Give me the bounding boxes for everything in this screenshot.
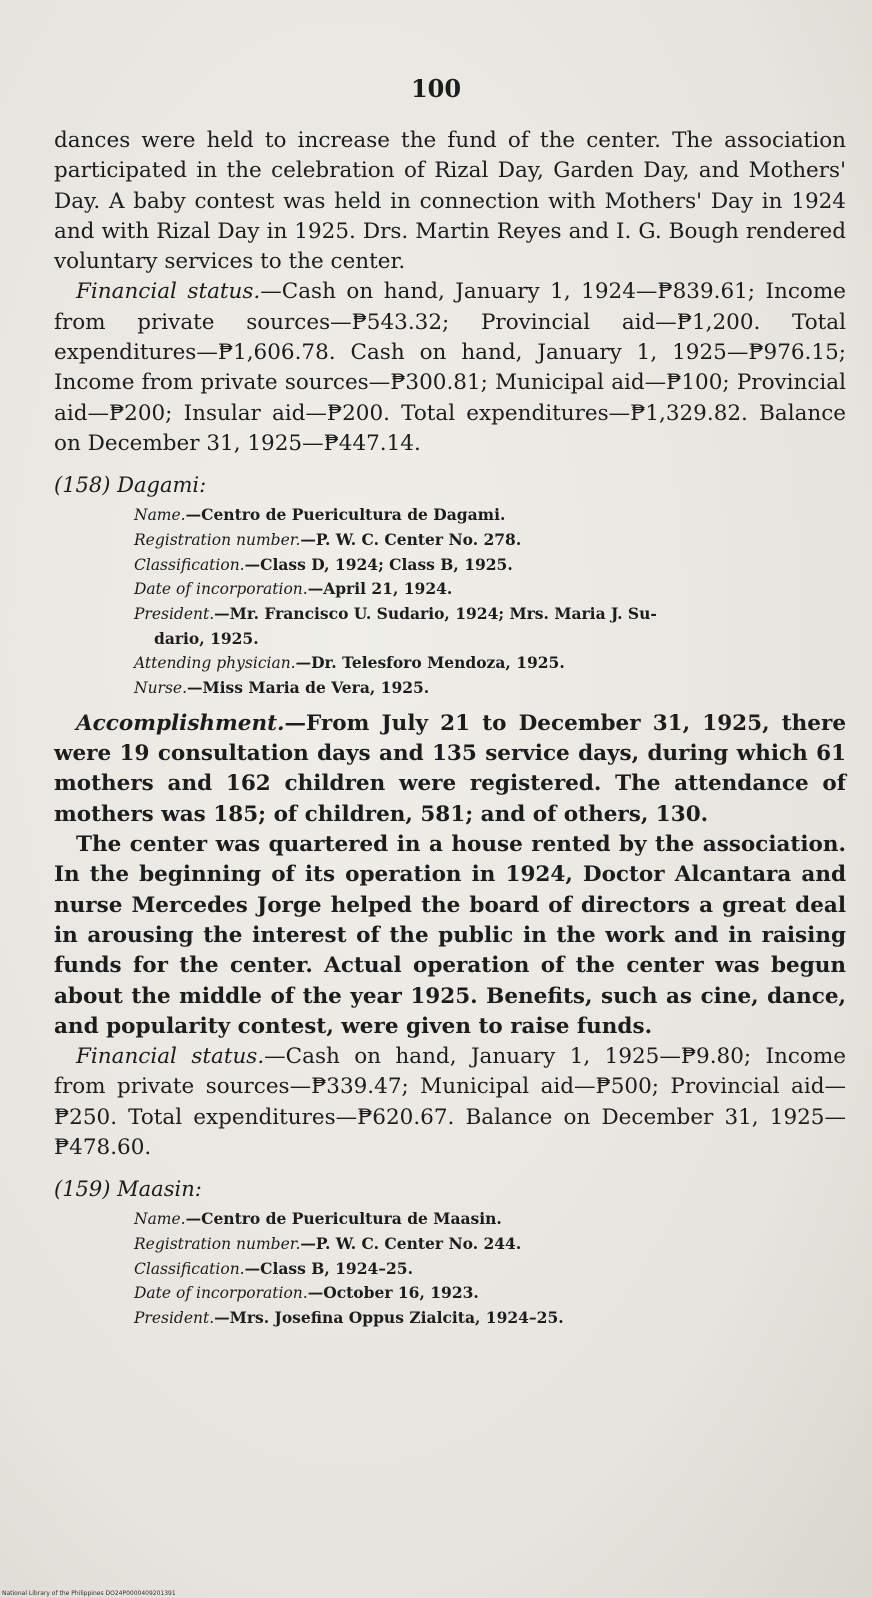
section-title: Dagami: xyxy=(117,473,207,498)
detail-row: Date of incorporation.—April 21, 1924. xyxy=(134,579,453,599)
page-number: 100 xyxy=(410,74,462,103)
detail-row: Registration number.—P. W. C. Center No. 244. xyxy=(134,1234,522,1254)
section-heading-159 xyxy=(54,1177,846,1201)
financial-status-text: —Cash on hand, January 1, 1924—₱839.61; Income from private sources—₱543.32; Provincial aid—₱1,200. Total expenditures—₱1,606.78. Cash on hand, January 1, 1925—₱976.15; Income from private sources—₱300.81; Municipal aid—₱100; Provincial aid—₱200; Insular aid—₱200. Total expenditures—₱1,329.82. Balance on December 31, 1925—₱447.14. xyxy=(54,279,846,456)
accomplishment-text: —From July 21 to December 31, 1925, there were 19 consultation days and 135 service days, during which 61 mothers and 162 children were registered. The attendance of mothers was 185; of children, 581; and of others, 130. xyxy=(54,710,846,827)
financial-status-paragraph xyxy=(54,277,846,459)
detail-row: Classification.—Class B, 1924–25. xyxy=(134,1258,413,1278)
financial-status-label: Financial status. xyxy=(76,1044,265,1070)
detail-row: Name.—Centro de Puericultura de Dagami. xyxy=(134,505,506,525)
center-details-158 xyxy=(134,503,846,701)
document-body xyxy=(54,126,846,1339)
detail-row: Date of incorporation.—October 16, 1923. xyxy=(134,1283,479,1303)
paragraph: dances were held to increase the fund of the center. The association participated in the celebration of Rizal Day, Garden Day, and Mothers' Day. A baby contest was held in connection with Mothers' Day in 1924 and with Rizal Day in 1925. Drs. Martin Reyes and I. G. Bough rendered voluntary services to the center. xyxy=(54,128,846,275)
section-number: (158) xyxy=(54,473,111,498)
center-details-159 xyxy=(134,1207,846,1331)
detail-row: Attending physician.—Dr. Telesforo Mendoza, 1925. xyxy=(134,653,565,673)
section-title: Maasin: xyxy=(117,1177,202,1202)
detail-row: Name.—Centro de Puericultura de Maasin. xyxy=(134,1209,502,1229)
financial-status-label: Financial status. xyxy=(76,279,261,305)
section-heading-158 xyxy=(54,473,846,497)
detail-row: Registration number.—P. W. C. Center No. 278. xyxy=(134,529,522,549)
accomplishment-label: Accomplishment. xyxy=(76,710,285,736)
section-number: (159) xyxy=(54,1177,111,1202)
detail-row: President.—Mrs. Josefina Oppus Zialcita, 1924–25. xyxy=(134,1308,564,1328)
paragraph: The center was quartered in a house rented by the association. In the beginning of its operation in 1924, Doctor Alcantara and nurse Mercedes Jorge helped the board of directors a great deal in arousing the interest of the public in the work and in raising funds for the center. Actual operation of the center was begun about the middle of the year 1925. Benefits, such as cine, dance, and popularity contest, were given to raise funds. xyxy=(54,832,846,1039)
financial-status-paragraph xyxy=(54,1042,846,1163)
detail-row-continuation: dario, 1925. xyxy=(154,628,259,648)
footer-credit: National Library of the Philippines DO24P0000409201391 xyxy=(2,1590,176,1597)
detail-row: Nurse.—Miss Maria de Vera, 1925. xyxy=(134,678,430,698)
accomplishment-paragraph xyxy=(54,709,846,830)
detail-row: President.—Mr. Francisco U. Sudario, 1924; Mrs. Maria J. Su- xyxy=(134,604,657,624)
financial-status-text: —Cash on hand, January 1, 1925—₱9.80; Income from private sources—₱339.47; Municipal aid—₱500; Provincial aid—₱250. Total expenditures—₱620.67. Balance on December 31, 1925—₱478.60. xyxy=(54,1044,846,1161)
detail-row: Classification.—Class D, 1924; Class B, 1925. xyxy=(134,554,513,574)
